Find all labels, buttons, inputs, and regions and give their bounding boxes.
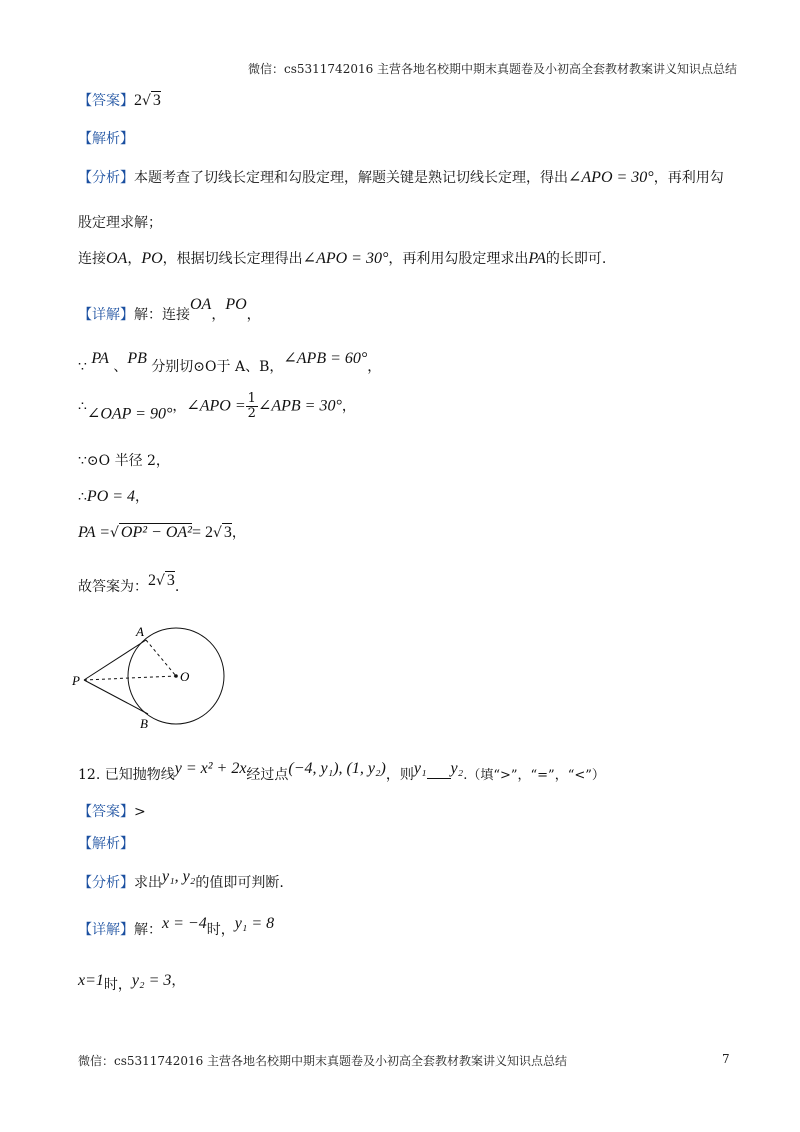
q12-answer-tag: 【答案】 <box>78 804 134 820</box>
answer-blank <box>427 766 451 779</box>
page-header: 微信：cs5311742016 主营各地名校期中期末真题卷及小初高全套教材教案讲义知识点总结 <box>248 62 738 76</box>
detail-line <box>78 296 261 324</box>
because-text: 分别切⊙O于 A、B， <box>151 359 284 375</box>
therefore-rhs: ∠APB = 30° <box>257 397 342 415</box>
connect-text-2: ，根据切线长定理得出 <box>162 251 303 267</box>
final-text: 故答案为： <box>78 579 148 595</box>
therefore-math: ∠OAP = 90° <box>86 405 173 423</box>
pa-line <box>78 522 246 542</box>
question-hint: .（填“>”，“=”，“<”） <box>463 768 605 783</box>
connect-text-3: ，再利用勾股定理求出 <box>388 251 529 267</box>
q12-detail-tag: 【详解】 <box>78 922 134 938</box>
because-pb: PB <box>127 350 147 367</box>
fenxi-text-2: ，再利用勾 <box>653 170 724 186</box>
pa-end: ， <box>231 525 246 541</box>
therefore-end: ， <box>341 398 356 415</box>
because-math: ∠APB = 60° <box>283 350 368 367</box>
sqrt-sign-4: √ <box>156 573 165 589</box>
because-pa: PA <box>91 350 109 367</box>
page-number: 7 <box>722 1052 730 1066</box>
q12-line2-end: ， <box>171 973 186 989</box>
q12-analysis-tag: 【解析】 <box>78 836 134 852</box>
q12-detail-text-2: 时， <box>206 922 235 938</box>
question-number: 12. <box>78 767 101 783</box>
connect-text: 连接 <box>78 251 106 267</box>
detail-po: PO <box>225 296 247 313</box>
q12-detail-y: y₁ = 8 <box>234 915 275 932</box>
final-end: . <box>174 579 180 595</box>
answer-radicand: 3 <box>152 92 161 109</box>
center-point <box>174 674 178 678</box>
therefore-line-1 <box>78 392 356 424</box>
detail-tag: 【详解】 <box>78 307 134 323</box>
q12-detail-line <box>78 915 274 939</box>
question-points: (−4, y₁), (1, y₂) <box>288 760 386 777</box>
because-line-1 <box>78 348 381 376</box>
segment-oa <box>146 640 176 676</box>
fenxi-tag: 【分析】 <box>78 170 134 186</box>
sqrt-sign-3: √ <box>213 525 222 541</box>
therefore2-end: ， <box>135 489 150 505</box>
tangent-circle-figure <box>66 618 236 733</box>
final-radicand: 3 <box>166 572 175 589</box>
answer-line <box>78 90 161 110</box>
connect-sep: ， <box>127 251 142 267</box>
because-line-2: ∵⊙O 半径 2， <box>78 453 170 469</box>
q12-answer-line <box>78 801 146 821</box>
connect-pa: PA <box>528 250 546 267</box>
q12-fenxi-line <box>78 868 284 892</box>
q12-fenxi-text: 求出 <box>134 875 162 891</box>
question-text-3: ，则 <box>385 767 414 783</box>
question-12-line <box>78 760 605 784</box>
final-coef: 2 <box>148 572 156 589</box>
detail-text: 解：连接 <box>134 307 190 323</box>
page-footer: 微信：cs5311742016 主营各地名校期中期末真题卷及小初高全套教材教案讲义知识点总结 <box>78 1054 568 1068</box>
label-b: B <box>140 716 148 731</box>
question-function: y = x² + 2x <box>174 760 247 777</box>
label-p: P <box>72 673 80 688</box>
tangent-pb <box>84 680 148 714</box>
therefore-sep: ， <box>172 398 187 415</box>
question-text-2: 经过点 <box>246 767 289 783</box>
q12-fenxi-text-2: 的值即可判断. <box>195 875 284 891</box>
detail-sep: ， <box>211 307 226 323</box>
analysis-tag: 【解析】 <box>78 131 134 147</box>
label-a: A <box>136 624 144 639</box>
fenxi-math: ∠APO = 30° <box>568 169 654 186</box>
pa-eq: = 2 <box>191 524 213 541</box>
q12-detail-text: 解： <box>134 922 162 938</box>
connect-math: ∠APO = 30° <box>302 250 389 267</box>
therefore2-symbol: ∴ <box>78 489 87 505</box>
fenxi-line <box>78 167 724 187</box>
therefore-line-2 <box>78 486 149 506</box>
fraction-half <box>246 392 258 421</box>
question-text: 已知抛物线 <box>104 767 175 783</box>
q12-fenxi-tag: 【分析】 <box>78 875 134 891</box>
fenxi-line-2: 股定理求解； <box>78 215 162 231</box>
therefore2-math: PO = 4 <box>86 488 136 505</box>
connect-oa: OA <box>106 250 128 267</box>
question-y1: y₁ <box>413 760 427 777</box>
detail-oa: OA <box>190 296 212 313</box>
answer-tag: 【答案】 <box>78 93 134 109</box>
q12-fenxi-math: y₁, y₂ <box>162 868 196 885</box>
label-o: O <box>180 669 190 684</box>
q12-line-2 <box>78 970 185 994</box>
sqrt-sign-2: √ <box>110 525 119 541</box>
because-sep: 、 <box>113 359 128 375</box>
connect-po: PO <box>141 250 163 267</box>
pa-lhs: PA = <box>78 524 110 541</box>
segment-po <box>84 676 176 680</box>
q12-detail-x: x = −4 <box>162 915 207 932</box>
answer-coef: 2 <box>134 92 142 109</box>
fenxi-text: 本题考查了切线长定理和勾股定理，解题关键是熟记切线长定理，得出 <box>134 170 568 186</box>
tangent-pa <box>84 640 146 680</box>
therefore-lhs: ∠APO = <box>186 397 246 415</box>
detail-end: ， <box>246 307 261 323</box>
final-answer-line <box>78 572 179 596</box>
connect-line <box>78 248 606 268</box>
because-end: ， <box>367 359 382 375</box>
q12-line2-text: 时， <box>103 977 132 993</box>
q12-answer: > <box>134 804 146 820</box>
q12-line2-y: y₂ = 3 <box>131 972 172 989</box>
therefore-symbol: ∴ <box>78 398 87 415</box>
sqrt-sign: √ <box>142 93 151 109</box>
q12-line2-x: x=1 <box>78 972 104 989</box>
fraction-numerator: 1 <box>247 391 256 406</box>
question-y2: y₂ <box>450 760 464 777</box>
connect-text-4: 的长即可. <box>545 251 607 267</box>
pa-radicand-2: 3 <box>223 524 232 541</box>
because-symbol: ∵ <box>78 359 87 375</box>
pa-radicand: OP² − OA² <box>120 524 192 541</box>
fraction-denominator: 2 <box>247 406 256 421</box>
